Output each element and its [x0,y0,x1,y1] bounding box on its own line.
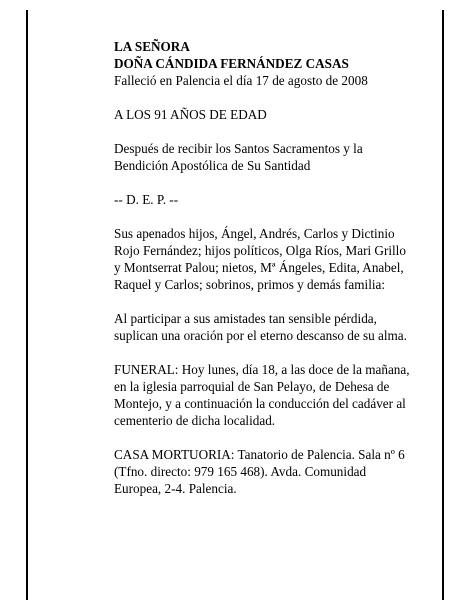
mortuary-line: (Tfno. directo: 979 165 468). Avda. Comunidad [114,464,367,479]
sacraments-paragraph [114,140,434,174]
family-line: Raquel y Carlos; sobrinos, primos y demás familia: [114,277,386,292]
funeral-line: FUNERAL: Hoy lunes, día 18, a las doce de la mañana, [114,362,410,377]
family-line: Rojo Fernández; hijos políticos, Olga Ríos, Mari Grillo [114,243,406,258]
rip-line: -- D. E. P. -- [114,192,179,207]
family-line: Sus apenados hijos, Ángel, Andrés, Carlos y Dictinio [114,226,395,241]
sacraments-line: Bendición Apostólica de Su Santidad [114,158,311,173]
right-border-rule [442,10,444,600]
obituary-notice [114,38,434,497]
family-paragraph [114,225,434,293]
request-line: suplican una oración por el eterno descanso de su alma. [114,328,407,343]
request-paragraph [114,310,434,344]
death-line: Falleció en Palencia el día 17 de agosto de 2008 [114,73,368,88]
funeral-line: cementerio de dicha localidad. [114,413,276,428]
funeral-paragraph [114,361,434,429]
mortuary-line: Europea, 2-4. Palencia. [114,481,237,496]
notice-title: LA SEÑORA [114,39,190,54]
left-border-rule [26,10,28,600]
sacraments-line: Después de recibir los Santos Sacramentos y la [114,141,363,156]
funeral-line: Montejo, y a continuación la conducción del cadáver al [114,396,406,411]
mortuary-line: CASA MORTUORIA: Tanatorio de Palencia. Sala nº 6 [114,447,405,462]
age-line: A LOS 91 AÑOS DE EDAD [114,107,267,122]
family-line: y Montserrat Palou; nietos, Mª Ángeles, Edita, Anabel, [114,260,404,275]
mortuary-paragraph [114,446,434,497]
request-line: Al participar a sus amistades tan sensible pérdida, [114,311,377,326]
funeral-line: en la iglesia parroquial de San Pelayo, de Dehesa de [114,379,390,394]
deceased-name: DOÑA CÁNDIDA FERNÁNDEZ CASAS [114,56,349,71]
